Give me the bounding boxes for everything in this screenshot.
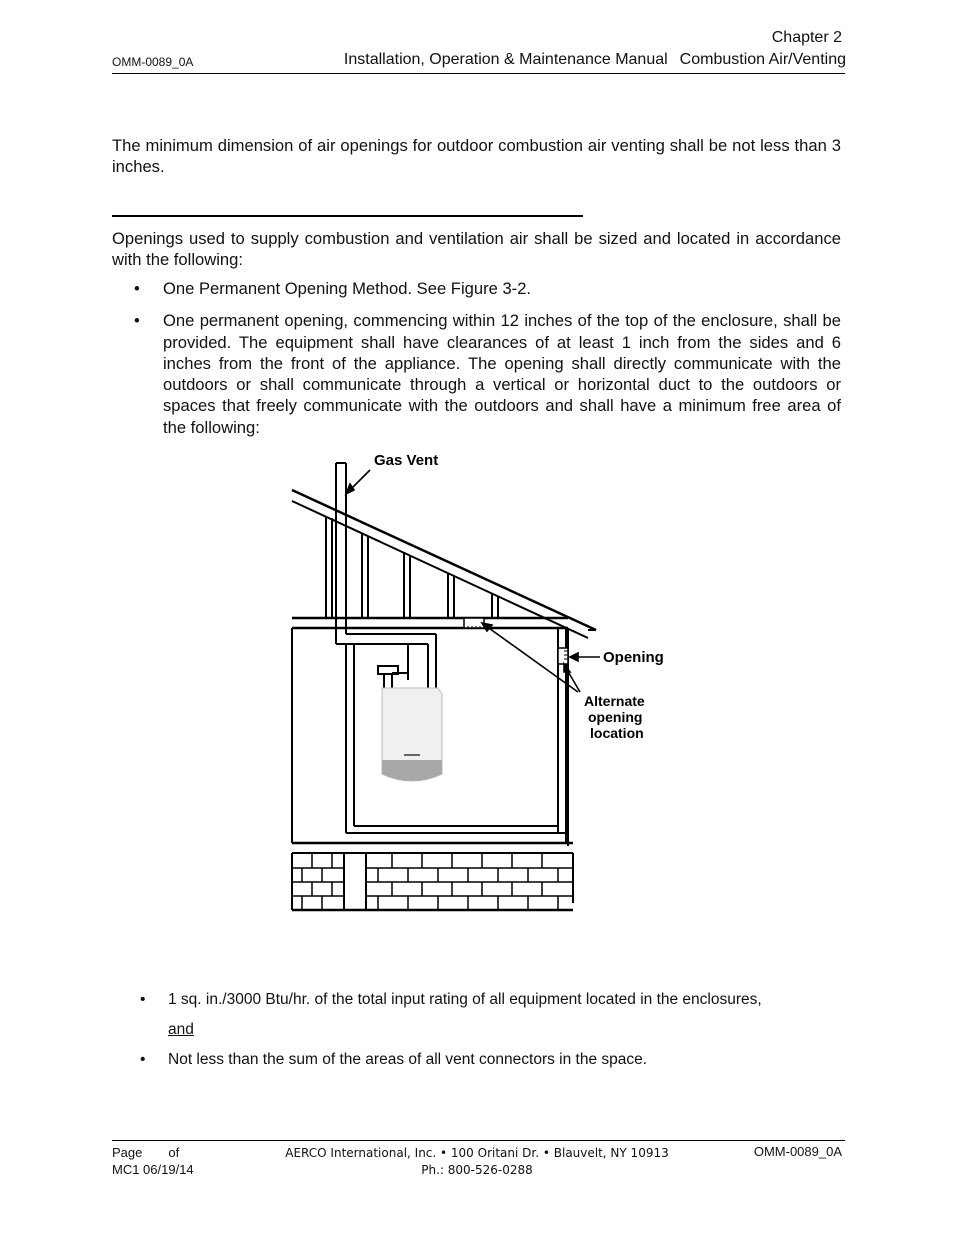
gas-vent-label: Gas Vent: [374, 452, 439, 469]
header-manual-title: Installation, Operation & Maintenance Manual: [343, 51, 668, 68]
footer-doc-code: OMM-0089_0A: [753, 1144, 842, 1159]
header-divider: [112, 73, 845, 74]
paragraph-min-dimension: The minimum dimension of air openings for outdoor combustion air venting shall be not less than 3 inches.: [112, 136, 841, 176]
list-item-text: 1 sq. in./3000 Btu/hr. of the total input rating of all equipment located in the enclosures,: [168, 991, 762, 1008]
header-doc-code: OMM-0089_0A: [112, 55, 194, 69]
bullet-icon: •: [140, 991, 146, 1008]
alternate-label-line2: opening: [588, 709, 643, 725]
appliance-icon: [378, 666, 442, 781]
footer-company-line: AERCO International, Inc. • 100 Oritani Dr. • Blauvelt, NY 10913: [285, 1146, 669, 1160]
section-divider: [112, 215, 583, 217]
house-diagram: [288, 448, 678, 918]
list-item: [112, 985, 841, 1045]
header-title: [344, 51, 846, 69]
bullet-icon: •: [134, 279, 140, 298]
opening-label: Opening: [603, 649, 664, 666]
list-item: [112, 310, 841, 438]
bullet-list-free-area: [112, 985, 841, 1075]
footer-page-label: Page: [112, 1145, 143, 1160]
list-item-text: One Permanent Opening Method. See Figure 3-2.: [163, 279, 532, 298]
footer-divider: [112, 1140, 845, 1141]
bullet-icon: •: [140, 1051, 146, 1068]
list-item: [112, 1045, 841, 1075]
footer-revision: MC1 06/19/14: [112, 1162, 194, 1177]
alternate-label-line3: location: [590, 725, 644, 741]
header-section-title: Combustion Air/Venting: [679, 51, 846, 68]
bullet-list-methods: [112, 278, 841, 449]
list-item-and: and: [168, 1021, 194, 1038]
list-item: [112, 278, 841, 299]
figure-one-opening-method: [288, 448, 678, 918]
list-item-text: Not less than the sum of the areas of all vent connectors in the space.: [168, 1051, 648, 1068]
paragraph-openings: Openings used to supply combustion and ventilation air shall be sized and located in accordance with the following:: [112, 229, 841, 269]
footer-left: [112, 1144, 194, 1178]
alternate-label-line1: Alternate: [584, 693, 645, 709]
bullet-icon: •: [134, 311, 140, 331]
footer-company: [270, 1145, 684, 1179]
footer-phone-line: Ph.: 800-526-0288: [421, 1163, 533, 1177]
list-item-text: One permanent opening, commencing within 12 inches of the top of the enclosure, shall be provided. The equipment shall have clearances of at least 1 inch from the sides and 6 inches from the front of the appliance. The opening shall directly communicate with the outdoors or shall communicate through a vertical or horizontal duct to the outdoors or spaces that freely communicate with the outdoors and shall have a minimum free area of the following:: [163, 311, 841, 437]
footer-of-label: of: [168, 1145, 180, 1160]
header-chapter: Chapter 2: [771, 29, 842, 46]
